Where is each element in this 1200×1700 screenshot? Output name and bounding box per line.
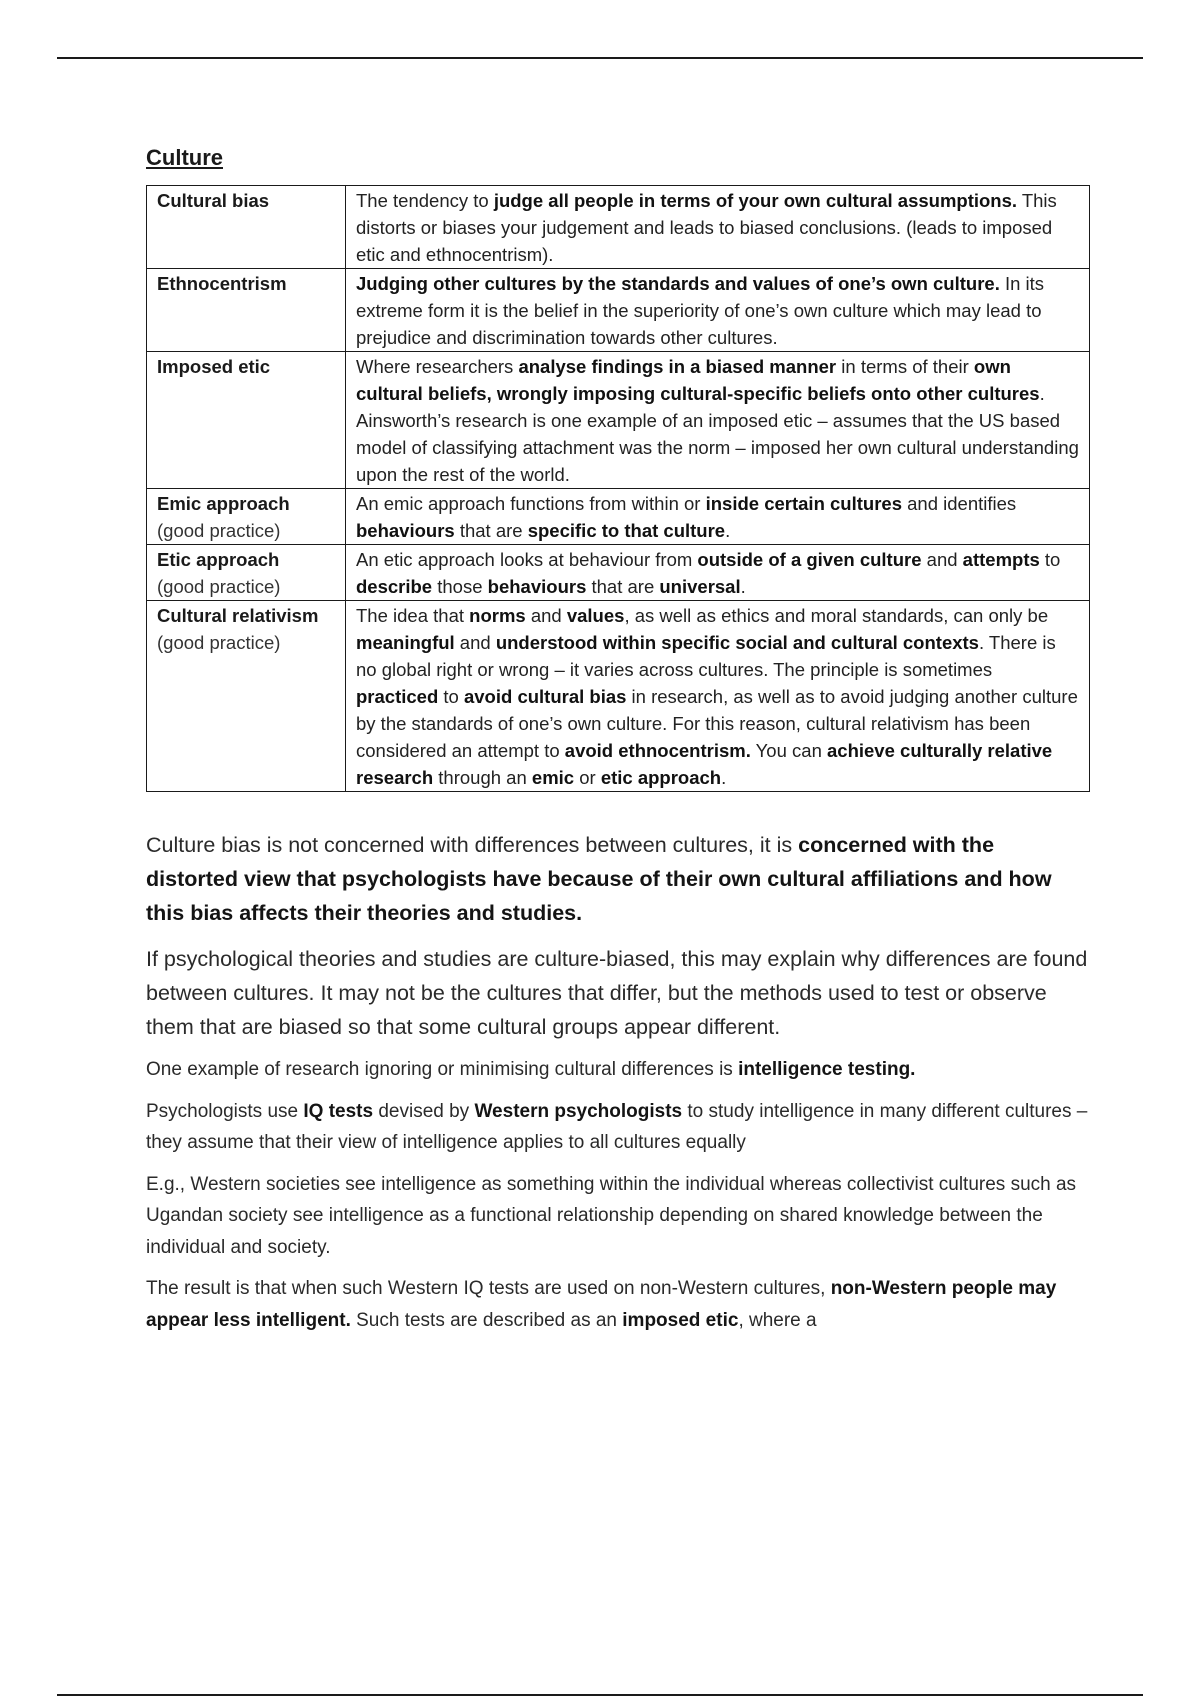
paragraph-text: Such tests are described as an [350, 1309, 623, 1331]
paragraph-bold-text: IQ tests [303, 1100, 374, 1122]
glossary-definition [346, 601, 1090, 792]
definition-text: or [574, 767, 601, 788]
glossary-term: Cultural relativism [157, 605, 319, 626]
definition-bold-text: meaningful [356, 632, 455, 653]
section-heading: Culture [146, 145, 223, 170]
paragraph-text: devised by [373, 1100, 475, 1122]
definition-bold-text: avoid ethnocentrism. [564, 740, 751, 761]
definition-text: through an [433, 767, 532, 788]
glossary-term: Imposed etic [157, 356, 271, 377]
definition-bold-text: norms [469, 605, 526, 626]
document-body [146, 145, 1090, 1336]
paragraph-text: Psychologists use [146, 1100, 304, 1122]
definition-text: and [454, 632, 496, 653]
paragraph-text: , where a [738, 1309, 817, 1331]
glossary-term-note: (good practice) [157, 632, 281, 653]
body-paragraphs [146, 828, 1090, 1336]
glossary-row [147, 352, 1090, 489]
glossary-term-note: (good practice) [157, 576, 281, 597]
definition-text: and [921, 549, 963, 570]
paragraph-bold-text: concerned with the distorted view that psychologists have because of their own cultural affiliations and how this bias affects their theories and studies. [146, 833, 1052, 925]
definition-bold-text: judge all people in terms of your own cultural assumptions. [493, 190, 1018, 211]
glossary-row [147, 545, 1090, 601]
definition-bold-text: Judging other cultures by the standards and values of one’s own culture. [356, 273, 1000, 294]
glossary-row [147, 186, 1090, 269]
definition-text: in research, as well as to avoid judging another culture by the standards of one’s own culture. For this reason, cultural relativism has been considered an attempt to [356, 686, 1078, 761]
footer-rule [57, 1694, 1143, 1696]
definition-text: . [721, 767, 727, 788]
body-paragraph [146, 828, 1090, 930]
definition-bold-text: behaviours [356, 520, 455, 541]
body-paragraph [146, 1054, 1090, 1086]
definition-bold-text: own cultural beliefs, wrongly imposing cultural-specific beliefs onto other cultures [356, 356, 1040, 404]
definition-text: You can [750, 740, 827, 761]
definition-text: . There is no global right or wrong – it varies across cultures. The principle is sometimes [356, 632, 1056, 680]
paragraph-text: One example of research ignoring or minimising cultural differences is [146, 1059, 739, 1080]
glossary-term-cell [147, 352, 346, 489]
definition-text: . [725, 520, 731, 541]
glossary-term-note: (good practice) [157, 520, 281, 541]
definition-text: An etic approach looks at behaviour from [356, 549, 698, 570]
body-paragraph [146, 1273, 1090, 1336]
glossary-term-cell [147, 489, 346, 545]
definition-text: This distorts or biases your judgement and leads to biased conclusions. (leads to imposed etic and ethnocentrism). [356, 190, 1057, 265]
glossary-term-cell [147, 269, 346, 352]
body-paragraph [146, 1169, 1090, 1264]
glossary-term-cell [147, 545, 346, 601]
definition-text: , as well as ethics and moral standards, can only be [624, 605, 1049, 626]
paragraph-text: If psychological theories and studies are culture-biased, this may explain why differences are found between cultures. It may not be the cultures that differ, but the methods used to test or observe them that are biased so that some cultural groups appear different. [146, 947, 1088, 1039]
body-paragraph [146, 942, 1090, 1044]
glossary-definition [346, 186, 1090, 269]
glossary-term: Etic approach [157, 549, 280, 570]
definition-text: Where researchers [356, 356, 519, 377]
glossary-term: Emic approach [157, 493, 290, 514]
glossary-term: Cultural bias [157, 190, 270, 211]
paragraph-bold-text: intelligence testing. [738, 1059, 916, 1080]
definition-text: and identifies [901, 493, 1017, 514]
glossary-definition [346, 352, 1090, 489]
definition-text: that are [586, 576, 660, 597]
definition-bold-text: etic approach [600, 767, 722, 788]
definition-text: . Ainsworth’s research is one example of an imposed etic – assumes that the US based model of classifying attachment was the norm – imposed her own cultural understanding upon the rest of the world. [356, 383, 1079, 485]
glossary-definition [346, 269, 1090, 352]
paragraph-text: Culture bias is not concerned with differences between cultures, it is [146, 833, 799, 857]
definition-bold-text: understood within specific social and cultural contexts [495, 632, 979, 653]
definition-bold-text: emic [531, 767, 575, 788]
glossary-table [146, 185, 1090, 792]
definition-text: to [438, 686, 464, 707]
definition-text: to [1039, 549, 1061, 570]
definition-bold-text: practiced [356, 686, 439, 707]
definition-text: those [432, 576, 488, 597]
header-rule [57, 57, 1143, 59]
glossary-term-cell [147, 186, 346, 269]
definition-bold-text: specific to that culture [527, 520, 726, 541]
definition-text: An emic approach functions from within or [356, 493, 706, 514]
glossary-row [147, 269, 1090, 352]
definition-bold-text: avoid cultural bias [463, 686, 627, 707]
glossary-row [147, 601, 1090, 792]
body-paragraph [146, 1096, 1090, 1159]
paragraph-text: E.g., Western societies see intelligence as something within the individual whereas collectivist cultures such as Ugandan society see intelligence as a functional relationship depending on shared knowledge between the individual and society. [146, 1173, 1077, 1258]
glossary-term: Ethnocentrism [157, 273, 287, 294]
definition-bold-text: universal [659, 576, 741, 597]
paragraph-bold-text: Western psychologists [474, 1100, 683, 1122]
definition-text: and [525, 605, 567, 626]
glossary-term-cell [147, 601, 346, 792]
definition-text: that are [454, 520, 528, 541]
paragraph-bold-text: imposed etic [622, 1309, 739, 1331]
glossary-row [147, 489, 1090, 545]
definition-bold-text: describe [356, 576, 433, 597]
definition-bold-text: inside certain cultures [705, 493, 902, 514]
definition-text: In its extreme form it is the belief in the superiority of one’s own culture which may lead to prejudice and discrimination towards other cultures. [356, 273, 1045, 348]
glossary-definition [346, 545, 1090, 601]
definition-text: . [740, 576, 746, 597]
glossary-table-body [147, 186, 1090, 792]
definition-bold-text: attempts [962, 549, 1040, 570]
definition-text: The idea that [356, 605, 470, 626]
paragraph-text: to study intelligence in many different cultures – they assume that their view of intelligence applies to all cultures equally [146, 1100, 1088, 1153]
definition-text: in terms of their [836, 356, 974, 377]
definition-bold-text: values [566, 605, 625, 626]
definition-bold-text: analyse findings in a biased manner [518, 356, 837, 377]
definition-bold-text: achieve culturally relative research [356, 740, 1053, 788]
paragraph-bold-text: non-Western people may appear less intelligent. [146, 1278, 1057, 1331]
definition-bold-text: behaviours [487, 576, 587, 597]
definition-bold-text: outside of a given culture [697, 549, 922, 570]
definition-text: The tendency to [356, 190, 494, 211]
glossary-definition [346, 489, 1090, 545]
paragraph-text: The result is that when such Western IQ tests are used on non-Western cultures, [146, 1278, 831, 1299]
